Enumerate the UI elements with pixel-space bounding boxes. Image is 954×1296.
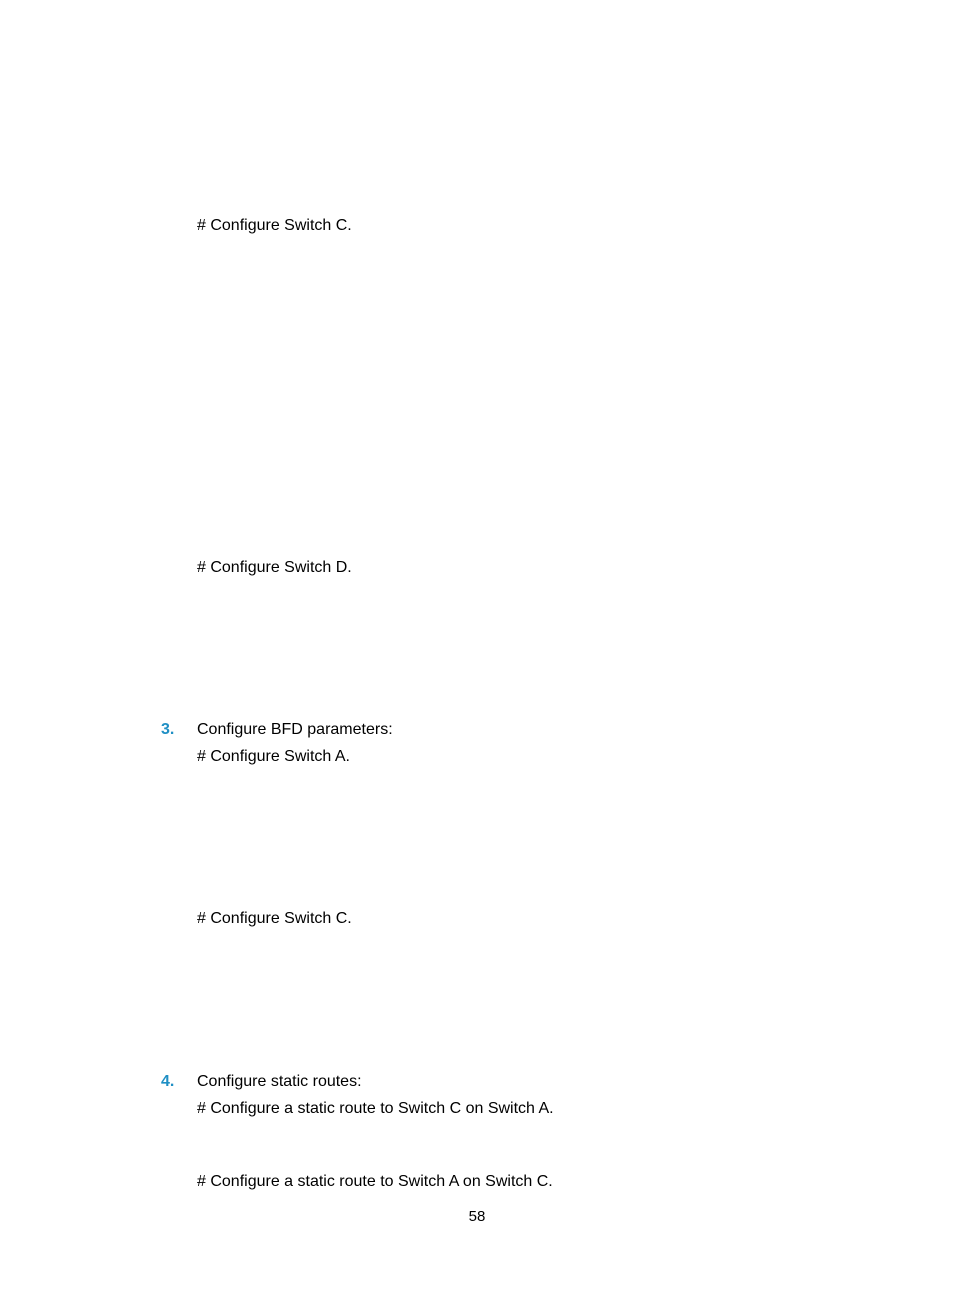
step-4-route-to-switch-c-comment: # Configure a static route to Switch C on Switch A. xyxy=(197,1100,554,1117)
page-number: 58 xyxy=(468,1208,486,1225)
step-4-number: 4. xyxy=(161,1073,175,1090)
step-4-route-to-switch-a-comment: # Configure a static route to Switch A on Switch C. xyxy=(197,1173,553,1190)
configure-switch-d-comment: # Configure Switch D. xyxy=(197,559,352,576)
step-3-number: 3. xyxy=(161,721,175,738)
step-3-switch-a-comment: # Configure Switch A. xyxy=(197,748,350,765)
step-3-switch-c-comment: # Configure Switch C. xyxy=(197,910,352,927)
step-3-title: Configure BFD parameters: xyxy=(197,721,393,738)
configure-switch-c-comment: # Configure Switch C. xyxy=(197,217,352,234)
step-4-title: Configure static routes: xyxy=(197,1073,362,1090)
